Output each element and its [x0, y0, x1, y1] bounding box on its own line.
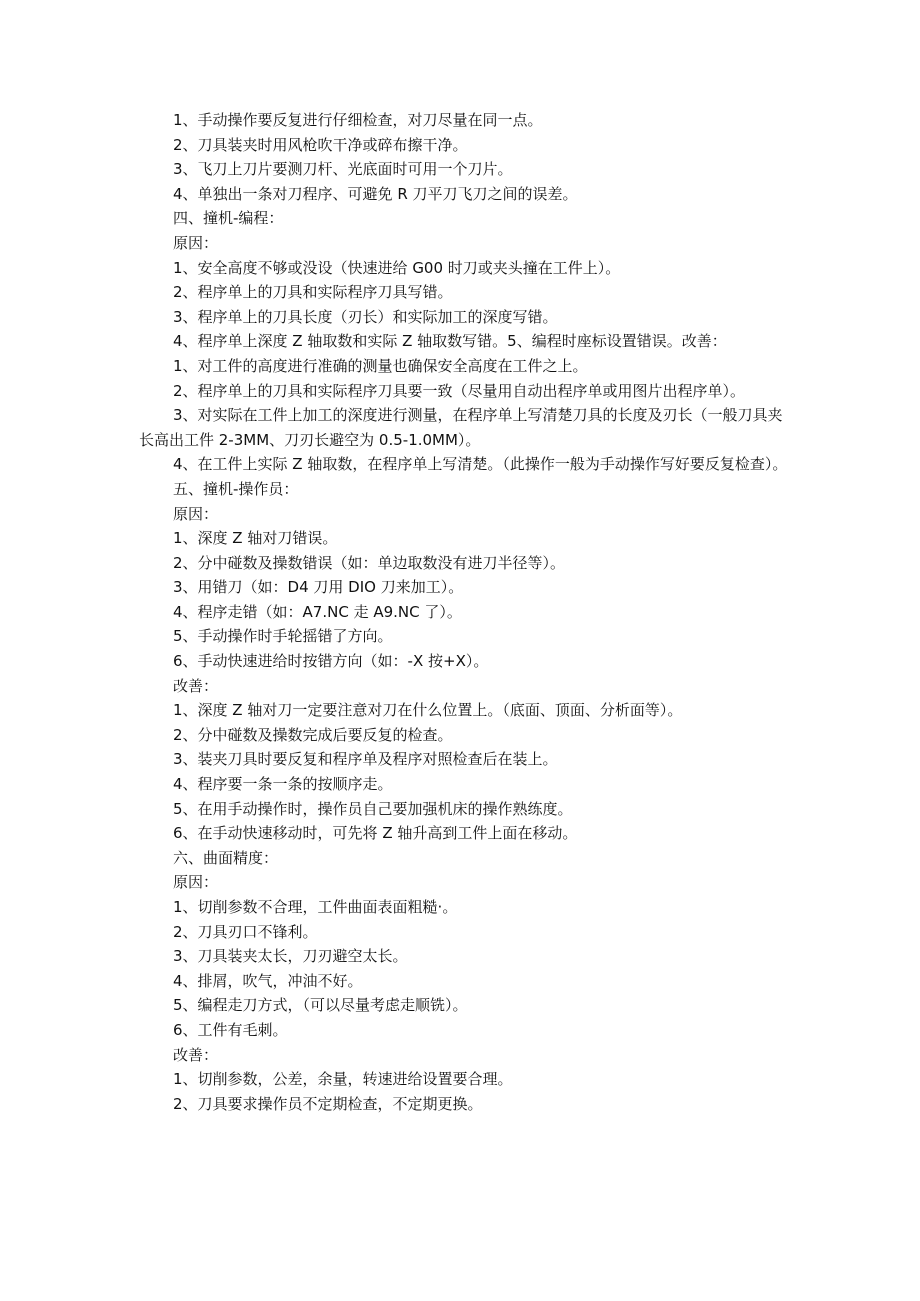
text-line: 四、撞机-编程： [173, 209, 284, 228]
text-line: 六、曲面精度： [173, 848, 279, 867]
text-line: 3、装夹刀具时要反复和程序单及程序对照检查后在装上。 [173, 750, 558, 769]
text-line: 4、程序要一条一条的按顺序走。 [173, 775, 393, 794]
text-line: 2、分中碰数及操数错误（如：单边取数没有进刀半径等）。 [173, 553, 566, 572]
text-line: 4、单独出一条对刀程序、可避免 R 刀平刀飞刀之间的误差。 [173, 184, 578, 203]
text-line: 改善： [173, 1045, 219, 1064]
text-line: 2、刀具装夹时用风枪吹干净或碎布擦干净。 [173, 135, 468, 154]
text-line: 原因： [173, 233, 219, 252]
text-line: 1、切削参数，公差，余量，转速进给设置要合理。 [173, 1070, 513, 1089]
text-line: 2、分中碰数及操数完成后要反复的检查。 [173, 725, 453, 744]
text-line: 5、手动操作时手轮摇错了方向。 [173, 627, 393, 646]
text-line: 6、工件有毛刺。 [173, 1020, 288, 1039]
text-line: 1、深度 Z 轴对刀错误。 [173, 529, 338, 548]
text-line: 2、刀具刃口不锋利。 [173, 922, 318, 941]
paragraph: 2、程序单上的刀具和实际程序刀具要一致（尽量用自动出程序单或用图片出程序单）。 [173, 381, 746, 400]
text-line: 1、对工件的高度进行准确的测量也确保安全高度在工件之上。 [173, 356, 588, 375]
text-line: 3、刀具装夹太长，刀刃避空太长。 [173, 947, 408, 966]
text-line: 6、在手动快速移动时，可先将 Z 轴升高到工件上面在移动。 [173, 824, 578, 843]
text-line: 3、程序单上的刀具长度（刃长）和实际加工的深度写错。 [173, 307, 558, 326]
text-line: 2、程序单上的刀具和实际程序刀具写错。 [173, 283, 453, 302]
text-line: 1、深度 Z 轴对刀一定要注意对刀在什么位置上。（底面、顶面、分析面等）。 [173, 701, 683, 720]
text-line: 2、刀具要求操作员不定期检查，不定期更换。 [173, 1094, 483, 1113]
text-line: 5、在用手动操作时，操作员自己要加强机床的操作熟练度。 [173, 799, 573, 818]
text-line: 3、用错刀（如：D4 刀用 DIO 刀来加工）。 [173, 578, 464, 597]
text-line: 6、手动快速进给时按错方向（如：-X 按+X）。 [173, 652, 489, 671]
text-line: 改善： [173, 676, 219, 695]
text-line: 3、飞刀上刀片要测刀杆、光底面时可用一个刀片。 [173, 160, 513, 179]
text-line: 4、程序单上深度 Z 轴取数和实际 Z 轴取数写错。5、编程时座标设置错误。改善： [173, 332, 727, 351]
document-body [139, 108, 789, 1116]
text-line: 4、排屑，吹气，冲油不好。 [173, 971, 363, 990]
text-line: 五、撞机-操作员： [173, 479, 299, 498]
text-line: 原因： [173, 873, 219, 892]
text-line: 1、安全高度不够或没设（快速进给 G00 时刀或夹头撞在工件上）。 [173, 258, 621, 277]
text-line: 5、编程走刀方式，（可以尽量考虑走顺铣）。 [173, 996, 468, 1015]
text-line: 1、手动操作要反复进行仔细检查，对刀尽量在同一点。 [173, 111, 543, 129]
text-line: 1、切削参数不合理，工件曲面表面粗糙·。 [173, 898, 458, 916]
text-line: 4、程序走错（如：A7.NC 走 A9.NC 了）。 [173, 602, 462, 621]
paragraph: 4、在工件上实际 Z 轴取数，在程序单上写清楚。（此操作一般为手动操作写好要反复检查）。 [173, 455, 788, 474]
paragraph: 3、对实际在工件上加工的深度进行测量，在程序单上写清楚刀具的长度及刃长（一般刀具夹长高出工件 2-3MM、刀刃长避空为 0.5-1.0MM）。 [139, 406, 783, 449]
text-line: 原因： [173, 504, 219, 523]
